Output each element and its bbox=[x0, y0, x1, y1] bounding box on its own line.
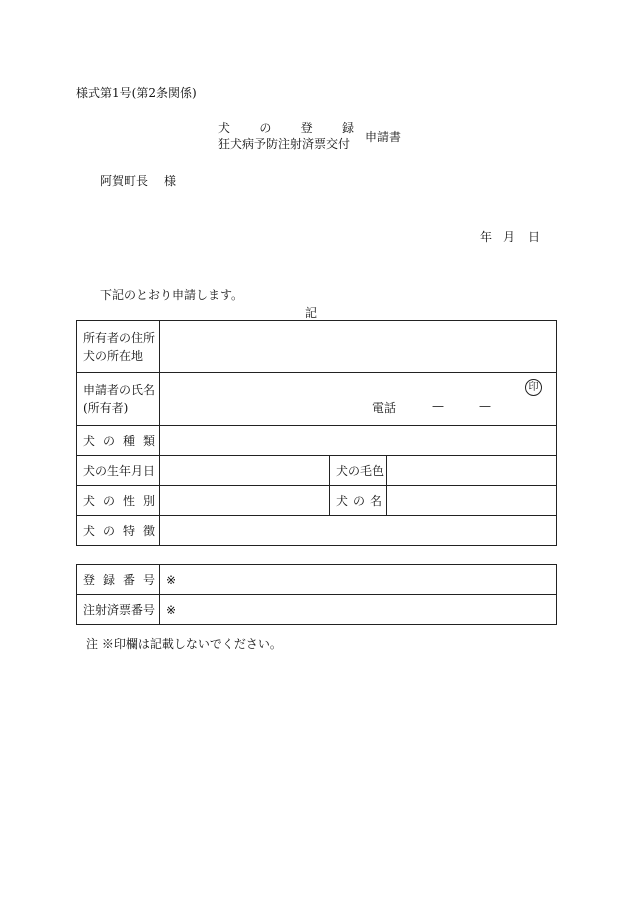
tag-number-label: 注射済票番号 bbox=[77, 595, 160, 625]
ki-heading: 記 bbox=[305, 306, 318, 320]
birth-coat-row bbox=[77, 456, 557, 486]
features-field[interactable] bbox=[160, 516, 557, 546]
birth-field[interactable] bbox=[160, 456, 330, 486]
tag-number-row bbox=[77, 595, 557, 625]
breed-row bbox=[77, 426, 557, 456]
application-table bbox=[76, 320, 557, 546]
footnote: 注 ※印欄は記載しないでください。 bbox=[86, 637, 282, 651]
features-row bbox=[77, 516, 557, 546]
birth-label: 犬の生年月日 bbox=[77, 456, 160, 486]
applicant-label-line1: 申請者の氏名 bbox=[83, 383, 156, 397]
owner-address-field[interactable] bbox=[160, 321, 557, 373]
title-suffix: 申請書 bbox=[365, 130, 402, 144]
tag-number-field: ※ bbox=[160, 595, 557, 625]
dog-name-field[interactable] bbox=[387, 486, 557, 516]
title-line-tag-issue: 狂犬病予防注射済票交付 bbox=[218, 137, 351, 151]
sex-label: 犬の性別 bbox=[77, 486, 160, 516]
addressee bbox=[100, 172, 176, 189]
coat-label: 犬の毛色 bbox=[330, 456, 387, 486]
applicant-row bbox=[77, 373, 557, 426]
reg-number-label: 登録番号 bbox=[77, 565, 160, 595]
dog-name-label: 犬の名 bbox=[330, 486, 387, 516]
owner-address-row bbox=[77, 321, 557, 373]
applicant-field[interactable] bbox=[160, 373, 557, 426]
phone-dash-1: — bbox=[432, 399, 444, 413]
form-title bbox=[218, 120, 354, 152]
reg-number-field: ※ bbox=[160, 565, 557, 595]
registration-table bbox=[76, 564, 557, 625]
breed-field[interactable] bbox=[160, 426, 557, 456]
date-day-label: 日 bbox=[528, 230, 541, 244]
addressee-honorific: 様 bbox=[164, 174, 177, 188]
date-year-label: 年 bbox=[480, 230, 493, 244]
owner-address-label-line2: 犬の所在地 bbox=[83, 348, 144, 363]
applicant-label bbox=[77, 373, 160, 426]
owner-address-label-line1: 所有者の住所 bbox=[83, 330, 156, 345]
title-line-registration: 犬の登録 bbox=[218, 121, 354, 135]
form-number: 様式第1号(第2条関係) bbox=[76, 86, 197, 100]
phone-label: 電話 bbox=[372, 401, 397, 415]
date-month-label: 月 bbox=[503, 230, 516, 244]
reg-number-row bbox=[77, 565, 557, 595]
sex-field[interactable] bbox=[160, 486, 330, 516]
applicant-label-line2: (所有者) bbox=[83, 401, 129, 415]
sex-name-row bbox=[77, 486, 557, 516]
addressee-name: 阿賀町長 bbox=[100, 174, 149, 188]
features-label: 犬の特徴 bbox=[77, 516, 160, 546]
coat-field[interactable] bbox=[387, 456, 557, 486]
breed-label: 犬の種類 bbox=[77, 426, 160, 456]
request-text: 下記のとおり申請します。 bbox=[100, 288, 244, 302]
owner-address-label bbox=[77, 321, 160, 373]
seal-mark: 印 bbox=[525, 379, 542, 396]
phone-dash-2: — bbox=[479, 399, 491, 413]
